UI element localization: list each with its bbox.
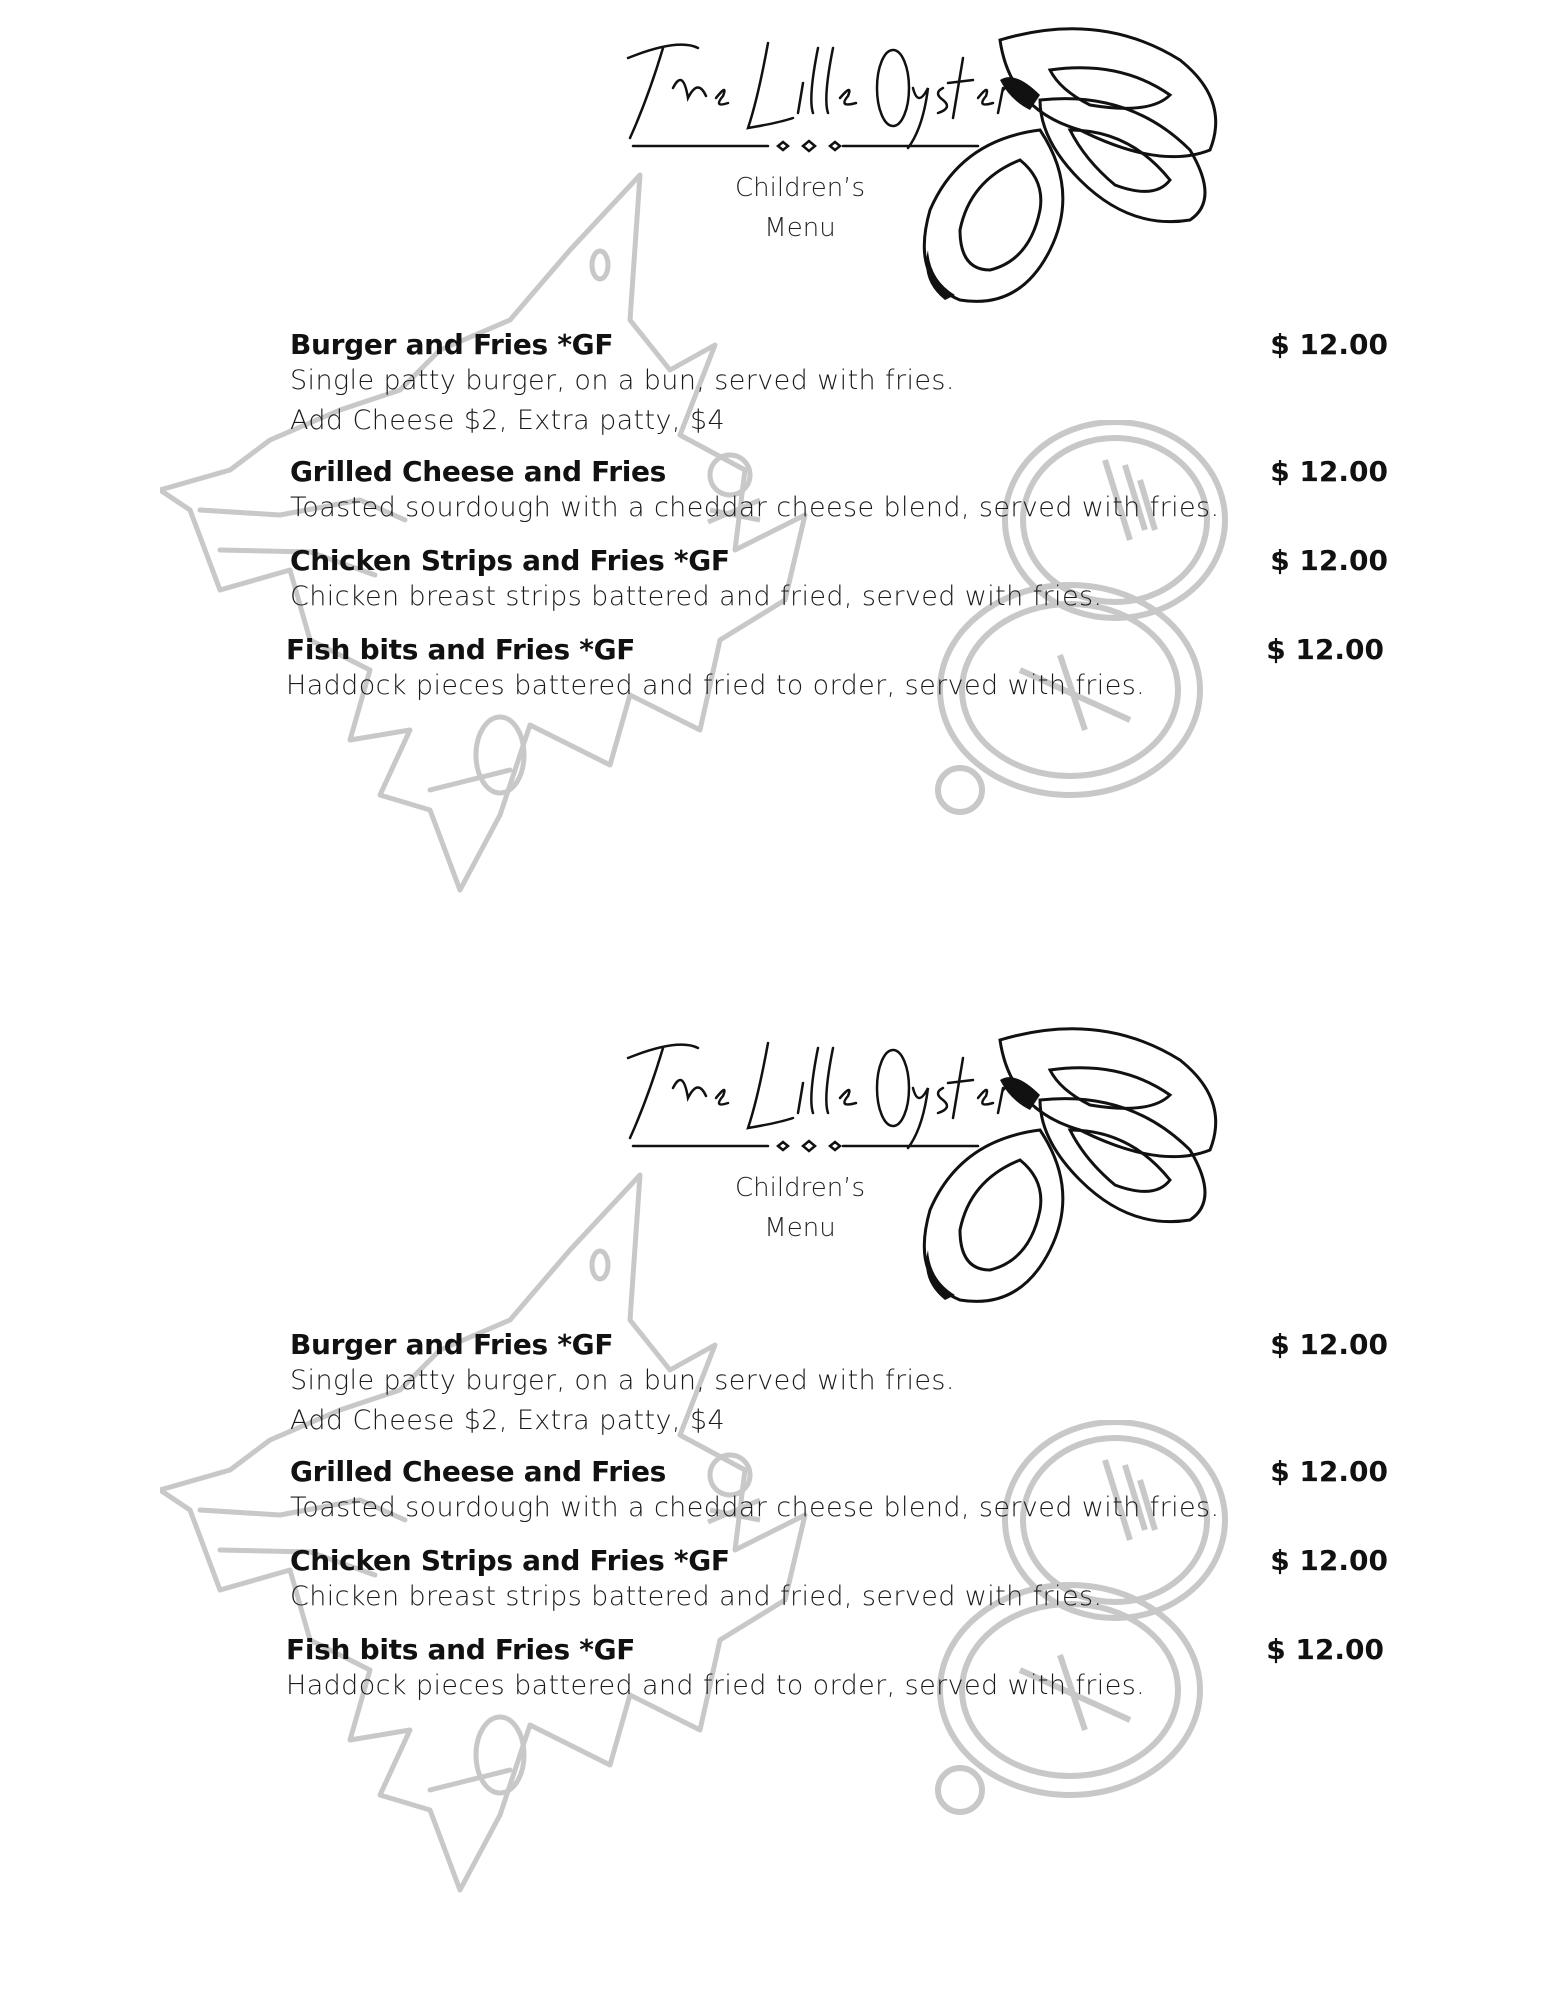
item-description: Haddock pieces battered and fried to order, served with fries. — [286, 670, 1146, 701]
item-description: Chicken breast strips battered and fried, served with fries. — [290, 1581, 1103, 1612]
menu-item — [290, 455, 1400, 528]
subtitle-line-2: Menu — [764, 213, 836, 243]
item-name: Chicken Strips and Fries *GF — [290, 544, 730, 577]
menu-item — [290, 1455, 1400, 1528]
item-description: Single patty burger, on a bun, served with fries. — [290, 365, 955, 396]
menu-item — [286, 1633, 1396, 1706]
item-name: Chicken Strips and Fries *GF — [290, 1544, 730, 1577]
menu-subtitle — [680, 1168, 920, 1248]
logo — [600, 1028, 1240, 1328]
item-price: $ 12.00 — [1270, 1455, 1388, 1488]
item-price: $ 12.00 — [1266, 1633, 1384, 1666]
item-description: Haddock pieces battered and fried to order, served with fries. — [286, 1670, 1146, 1701]
oyster-icon — [900, 20, 1240, 320]
item-price: $ 12.00 — [1270, 1328, 1388, 1361]
menu-item — [290, 328, 1400, 441]
menu-item — [290, 1544, 1400, 1617]
item-price: $ 12.00 — [1270, 1544, 1388, 1577]
item-name: Burger and Fries *GF — [290, 328, 614, 361]
subtitle-line-2: Menu — [764, 1213, 836, 1243]
item-description: Chicken breast strips battered and fried, served with fries. — [290, 581, 1103, 612]
item-name: Burger and Fries *GF — [290, 1328, 614, 1361]
item-name: Grilled Cheese and Fries — [290, 455, 667, 488]
menu-item — [290, 1328, 1400, 1441]
oyster-icon — [900, 1020, 1240, 1320]
logo — [600, 28, 1240, 328]
menu-card — [0, 1000, 1545, 2000]
item-price: $ 12.00 — [1270, 455, 1388, 488]
item-description: Toasted sourdough with a cheddar cheese blend, served with fries. — [290, 492, 1220, 523]
item-name: Grilled Cheese and Fries — [290, 1455, 667, 1488]
menu-item — [290, 544, 1400, 617]
menu-subtitle — [680, 168, 920, 248]
item-name: Fish bits and Fries *GF — [286, 1633, 636, 1666]
subtitle-line-1: Children’s — [735, 173, 865, 203]
item-price: $ 12.00 — [1270, 328, 1388, 361]
subtitle-line-1: Children’s — [735, 1173, 865, 1203]
item-description: Single patty burger, on a bun, served with fries. — [290, 1365, 955, 1396]
item-addons: Add Cheese $2, Extra patty, $4 — [290, 1405, 726, 1436]
item-name: Fish bits and Fries *GF — [286, 633, 636, 666]
item-addons: Add Cheese $2, Extra patty, $4 — [290, 405, 726, 436]
item-price: $ 12.00 — [1266, 633, 1384, 666]
menu-item — [286, 633, 1396, 706]
menu-items — [286, 1320, 1400, 1706]
item-price: $ 12.00 — [1270, 544, 1388, 577]
item-description: Toasted sourdough with a cheddar cheese blend, served with fries. — [290, 1492, 1220, 1523]
menu-items — [286, 320, 1400, 706]
